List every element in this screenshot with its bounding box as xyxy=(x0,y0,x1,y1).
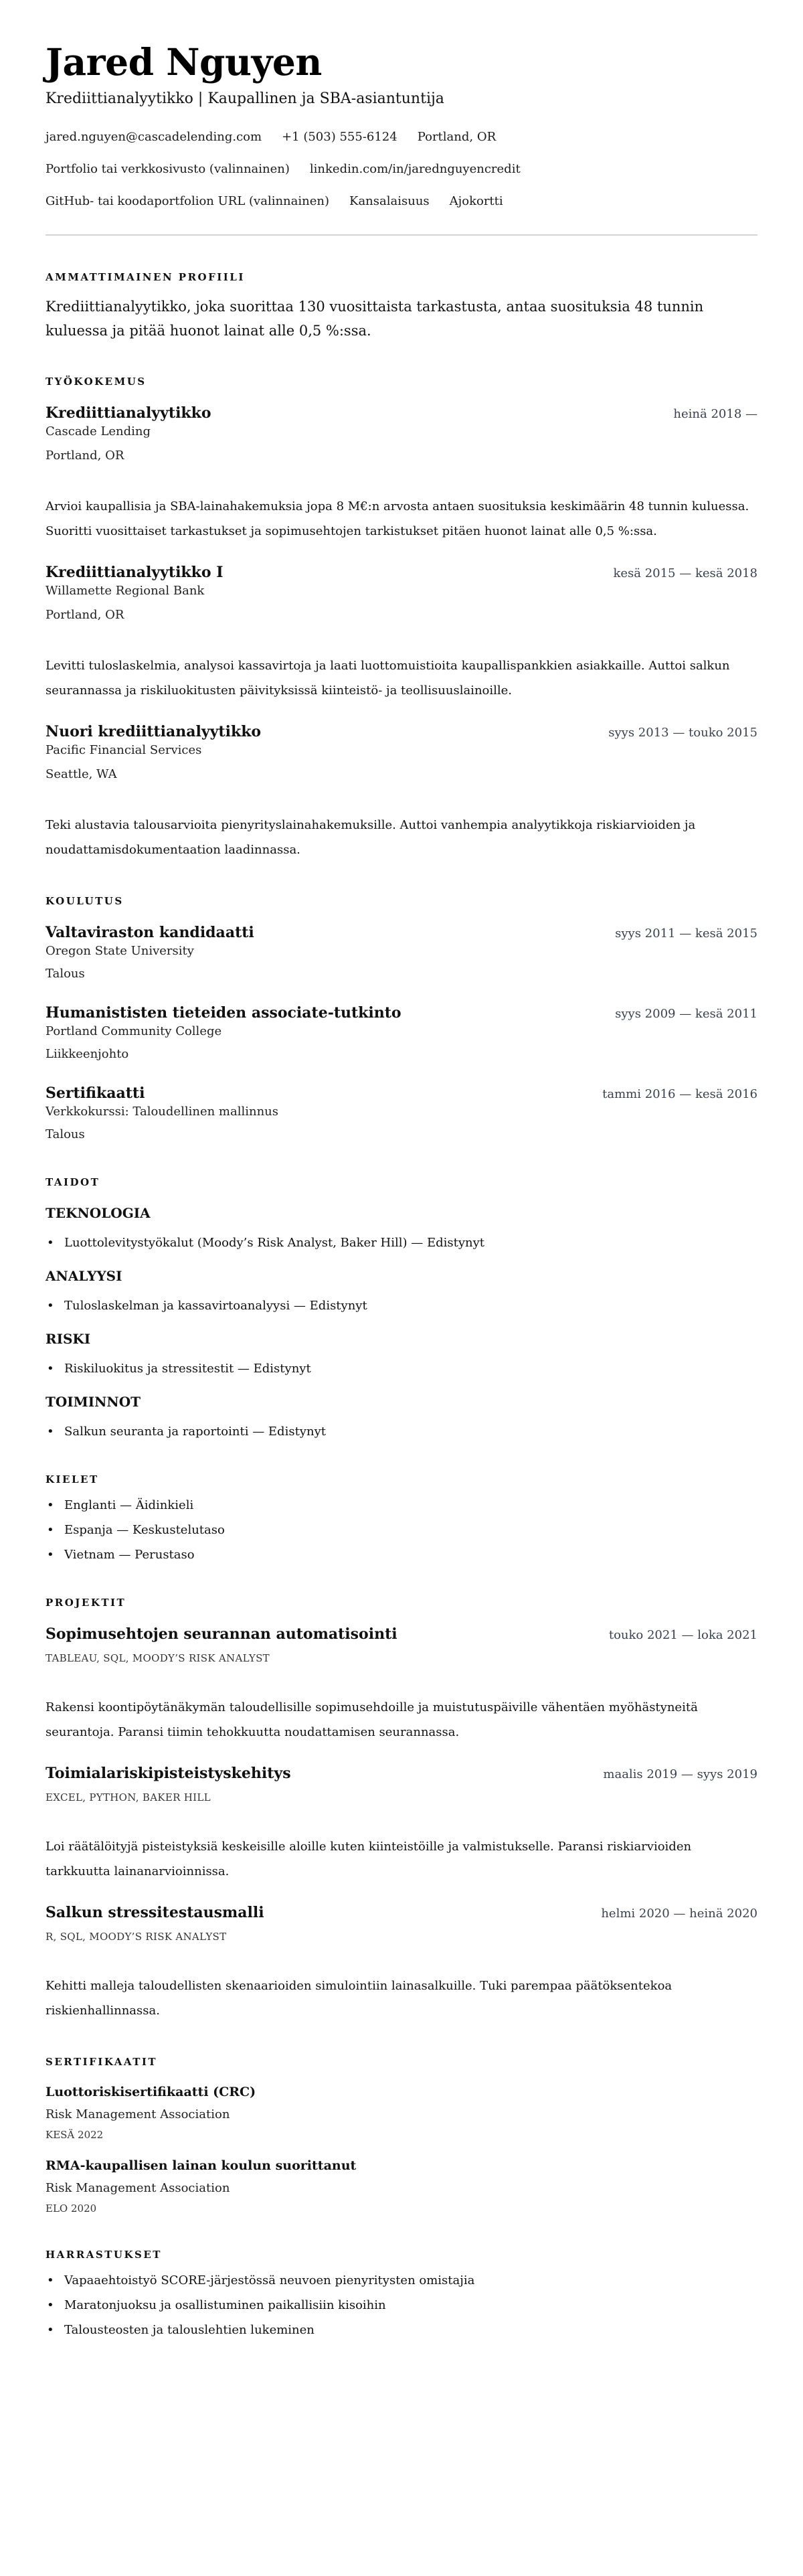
education-section xyxy=(46,894,757,1143)
section-heading: SERTIFIKAATIT xyxy=(46,2056,158,2068)
company-name: Willamette Regional Bank xyxy=(46,584,205,598)
language-item: • Englanti — Äidinkieli xyxy=(46,1497,757,1514)
skill-category-title: RISKI xyxy=(46,1331,91,1347)
experience-entry xyxy=(46,562,757,703)
job-title: Krediittianalyytikko xyxy=(46,404,211,422)
project-tech-stack: EXCEL, PYTHON, BAKER HILL xyxy=(46,1791,211,1803)
project-entry xyxy=(46,1624,757,1745)
field-of-study: Talous xyxy=(46,967,85,981)
section-heading: TYÖKOKEMUS xyxy=(46,376,147,388)
certification-title: Luottoriskisertifikaatti (CRC) xyxy=(46,2085,256,2099)
section-heading: AMMATTIMAINEN PROFIILI xyxy=(46,271,245,283)
school-name: Oregon State University xyxy=(46,944,194,958)
project-dates: helmi 2020 — heinä 2020 xyxy=(601,1907,757,1921)
hobbies-section xyxy=(46,2248,757,2339)
contact-line-1 xyxy=(46,129,757,146)
skill-category-title: ANALYYSI xyxy=(46,1268,122,1284)
education-dates: syys 2011 — kesä 2015 xyxy=(615,927,757,941)
resume-header xyxy=(46,40,757,236)
profile-summary: Krediittianalyytikko, joka suorittaa 130 vuosittaista tarkastusta, antaa suosituksia 48 tunnin kuluessa ja pitää huonot lainat alle 0,5 %:ssa. xyxy=(46,299,704,339)
section-heading: KOULUTUS xyxy=(46,895,124,907)
skill-item: • Tuloslaskelman ja kassavirtoanalyysi — Edistynyt xyxy=(46,1297,757,1315)
job-location: Portland, OR xyxy=(46,608,124,622)
job-title: Nuori krediittianalyytikko xyxy=(46,723,262,740)
project-entry xyxy=(46,1763,757,1884)
certification-entry xyxy=(46,2083,757,2142)
job-dates: heinä 2018 — xyxy=(673,407,757,421)
project-title: Toimialariskipisteistyskehitys xyxy=(46,1765,291,1782)
language-item: • Espanja — Keskustelutaso xyxy=(46,1522,757,1539)
education-entry xyxy=(46,1003,757,1063)
project-tech-stack: R, SQL, MOODY’S RISK ANALYST xyxy=(46,1931,227,1943)
project-description: Rakensi koontipöytänäkymän taloudellisille sopimusehdoille ja muistutuspäiville vähentäen myöhästyneitä seurantoja. Paransi tiimin tehokkuutta noudattamisen seurannassa. xyxy=(46,1700,698,1739)
skill-category-title: TEKNOLOGIA xyxy=(46,1205,151,1221)
hobby-item: • Vapaaehtoistyö SCORE-järjestössä neuvoen pienyritysten omistajia xyxy=(46,2272,757,2289)
experience-entry xyxy=(46,403,757,544)
skill-category xyxy=(46,1204,757,1252)
field-of-study: Liikkeenjohto xyxy=(46,1047,129,1061)
job-description: Levitti tuloslaskelmia, analysoi kassavirtoja ja laati luottomuistioita kaupallispankkien asiakkaille. Auttoi salkun seurannassa ja riskiluokitusten päivityksissä kiinteistö- ja teollisuuslainoille. xyxy=(46,659,730,698)
skill-category-title: TOIMINNOT xyxy=(46,1394,141,1410)
portfolio-link[interactable]: Portfolio tai verkkosivusto (valinnainen) xyxy=(46,162,290,176)
skill-category xyxy=(46,1330,757,1378)
job-location: Seattle, WA xyxy=(46,767,117,781)
drivers-license: Ajokortti xyxy=(449,194,503,208)
skill-category xyxy=(46,1392,757,1441)
certification-issuer: Risk Management Association xyxy=(46,2107,230,2121)
profile-section xyxy=(46,270,757,343)
header-divider xyxy=(46,234,757,236)
hobby-item: • Talousteosten ja talouslehtien lukeminen xyxy=(46,2322,757,2339)
job-dates: kesä 2015 — kesä 2018 xyxy=(613,566,757,580)
location: Portland, OR xyxy=(417,130,497,144)
degree-title: Valtaviraston kandidaatti xyxy=(46,924,254,941)
skill-item: • Luottolevitystyökalut (Moody’s Risk Analyst, Baker Hill) — Edistynyt xyxy=(46,1234,757,1252)
education-dates: tammi 2016 — kesä 2016 xyxy=(602,1087,757,1101)
field-of-study: Talous xyxy=(46,1127,85,1141)
certification-title: RMA-kaupallisen lainan koulun suorittanut xyxy=(46,2158,357,2173)
company-name: Pacific Financial Services xyxy=(46,743,202,757)
contact-line-3 xyxy=(46,193,757,210)
job-description: Arvioi kaupallisia ja SBA-lainahakemuksia jopa 8 M€:n arvosta antaen suosituksia keskimäärin 48 tunnin kuluessa. Suoritti vuosittaiset tarkastukset ja sopimusehtojen tarkistukset pitäen huonot lainat alle 0,5 %:ssa. xyxy=(46,499,749,538)
skill-item: • Salkun seuranta ja raportointi — Edistynyt xyxy=(46,1423,757,1441)
job-dates: syys 2013 — touko 2015 xyxy=(608,726,757,740)
contact-info xyxy=(46,129,757,210)
project-entry xyxy=(46,1903,757,2023)
linkedin-link[interactable]: linkedin.com/in/jarednguyencredit xyxy=(309,162,521,176)
school-name: Verkkokurssi: Taloudellinen mallinnus xyxy=(46,1105,278,1119)
certification-date: ELO 2020 xyxy=(46,2202,97,2215)
project-dates: maalis 2019 — syys 2019 xyxy=(603,1767,757,1781)
candidate-headline: Krediittianalyytikko | Kaupallinen ja SBA-asiantuntija xyxy=(46,90,444,107)
company-name: Cascade Lending xyxy=(46,424,151,438)
skill-item: • Riskiluokitus ja stressitestit — Edistynyt xyxy=(46,1360,757,1378)
phone-number[interactable]: +1 (503) 555-6124 xyxy=(282,130,397,144)
certification-entry xyxy=(46,2157,757,2216)
skills-section xyxy=(46,1176,757,1441)
certification-date: KESÄ 2022 xyxy=(46,2129,104,2141)
project-dates: touko 2021 — loka 2021 xyxy=(608,1628,757,1642)
skill-category xyxy=(46,1267,757,1315)
contact-line-2 xyxy=(46,161,757,178)
experience-section xyxy=(46,375,757,862)
job-description: Teki alustavia talousarvioita pienyrityslainahakemuksille. Auttoi vanhempia analyytikkoja riskiarvioiden ja noudattamisdokumentaation laadinnassa. xyxy=(46,818,696,857)
degree-title: Sertifikaatti xyxy=(46,1084,145,1102)
email-link[interactable]: jared.nguyen@cascadelending.com xyxy=(46,130,262,144)
hobby-item: • Maratonjuoksu ja osallistuminen paikallisiin kisoihin xyxy=(46,2297,757,2314)
project-description: Loi räätälöityjä pisteistyksiä keskeisille aloille kuten kiinteistöille ja valmistukselle. Paransi riskiarvioiden tarkkuutta lainanarvioinnissa. xyxy=(46,1840,692,1878)
job-location: Portland, OR xyxy=(46,449,124,463)
education-entry xyxy=(46,922,757,983)
project-title: Salkun stressitestausmalli xyxy=(46,1904,264,1921)
project-description: Kehitti malleja taloudellisten skenaarioiden simulointiin lainasalkuille. Tuki parempaa päätöksentekoa riskienhallinnassa. xyxy=(46,1979,673,2018)
school-name: Portland Community College xyxy=(46,1024,222,1038)
github-link[interactable]: GitHub- tai koodaportfolion URL (valinnainen) xyxy=(46,194,329,208)
section-heading: KIELET xyxy=(46,1473,99,1485)
candidate-name: Jared Nguyen xyxy=(46,40,322,84)
certification-issuer: Risk Management Association xyxy=(46,2181,230,2195)
education-entry xyxy=(46,1083,757,1143)
language-item: • Vietnam — Perustaso xyxy=(46,1546,757,1564)
education-dates: syys 2009 — kesä 2011 xyxy=(615,1007,757,1021)
languages-section xyxy=(46,1473,757,1564)
degree-title: Humanististen tieteiden associate-tutkinto xyxy=(46,1004,402,1022)
certifications-section xyxy=(46,2055,757,2216)
job-title: Krediittianalyytikko I xyxy=(46,564,224,581)
experience-entry xyxy=(46,722,757,862)
section-heading: HARRASTUKSET xyxy=(46,2249,162,2261)
projects-section xyxy=(46,1596,757,2023)
citizenship: Kansalaisuus xyxy=(349,194,430,208)
section-heading: PROJEKTIT xyxy=(46,1597,126,1609)
project-tech-stack: TABLEAU, SQL, MOODY’S RISK ANALYST xyxy=(46,1652,270,1664)
section-heading: TAIDOT xyxy=(46,1176,100,1188)
project-title: Sopimusehtojen seurannan automatisointi xyxy=(46,1625,397,1643)
